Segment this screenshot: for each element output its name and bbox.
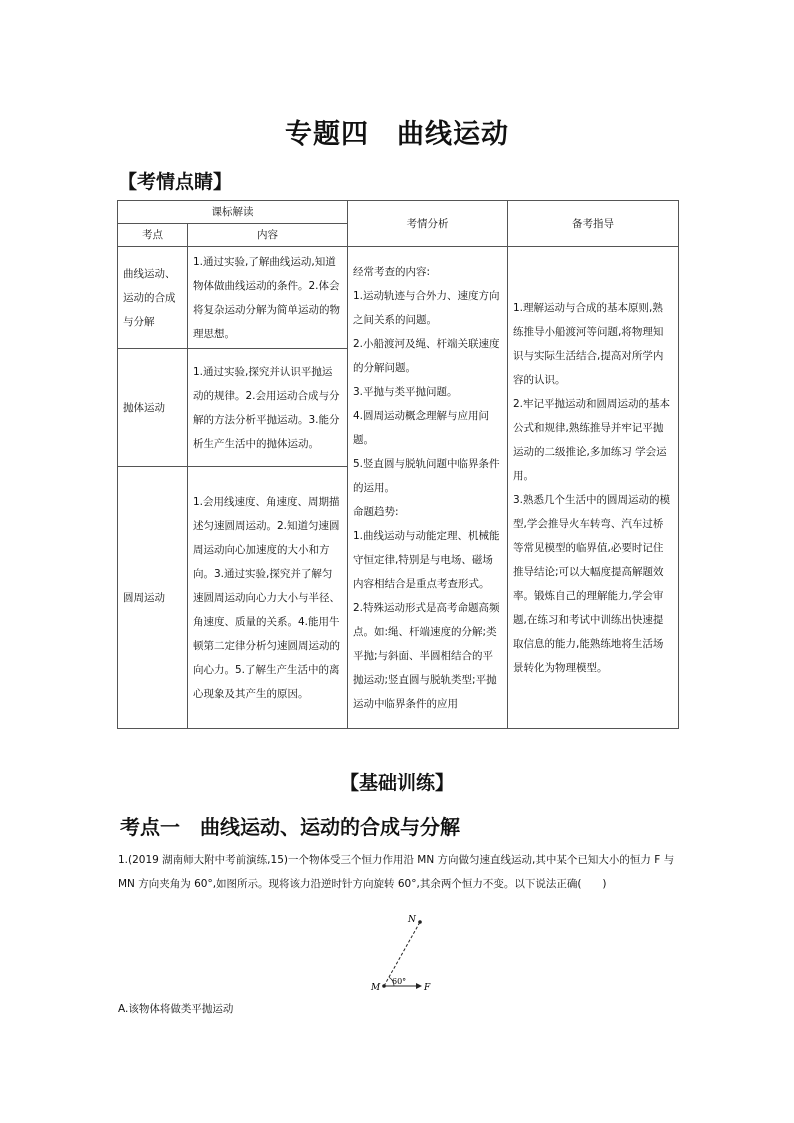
label-f: F — [424, 983, 431, 993]
header-kaoqing: 考情分析 — [348, 201, 508, 247]
content-cell: 1.会用线速度、角速度、周期描述匀速圆周运动。2.知道匀速圆周运动向心加速度的大小和方向。3.通过实验,探究并了解匀速圆周运动向心力大小与半径、角速度、质量的关系。4.能用牛顿第二定律分析匀速圆周运动的向心力。5.了解生产生活中的离心现象及其产生的原因。 — [188, 467, 348, 729]
section-heading-kaoqing: 【考情点睛】 — [118, 171, 233, 193]
header-kaodian: 考点 — [118, 224, 188, 247]
section-heading-jichu: 【基础训练】 — [339, 772, 454, 794]
question-1 — [118, 848, 678, 896]
content-cell: 1.通过实验,了解曲线运动,知道物体做曲线运动的条件。2.体会将复杂运动分解为简单运动的物理思想。 — [188, 247, 348, 349]
topic-cell: 抛体运动 — [118, 349, 188, 467]
option-a: A.该物体将做类平抛运动 — [118, 1003, 234, 1015]
label-n: N — [408, 915, 416, 925]
content-cell: 1.通过实验,探究并认识平抛运动的规律。2.会用运动合成与分解的方法分析平抛运动。3.能分析生产生活中的抛体运动。 — [188, 349, 348, 467]
kaodian-heading: 考点一 曲线运动、运动的合成与分解 — [120, 815, 460, 839]
label-m: M — [371, 983, 381, 993]
table-row — [118, 247, 679, 349]
topic-cell: 圆周运动 — [118, 467, 188, 729]
guidance-cell: 1.理解运动与合成的基本原则,熟练推导小船渡河等问题,将物理知识与实际生活结合,提高对所学内容的认识。 2.牢记平抛运动和圆周运动的基本公式和规律,熟练推导并牢记平抛运动的二级推论,多加练习 学会运用。 3.熟悉几个生活中的圆周运动的模型,学会推导火车转弯、汽车过桥等常见模型的临界值,必要时记住推导结论;可以大幅度提高解题效率。锻炼自己的理解能力,学会审题,在练习和考试中训练出快速提取信息的能力,能熟练地将生活场景转化为物理模型。 — [508, 247, 679, 729]
arrowhead-icon — [416, 983, 422, 989]
header-kebiao: 课标解读 — [118, 201, 348, 224]
topic-cell: 曲线运动、运动的合成与分解 — [118, 247, 188, 349]
question-1-text: 1.(2019 湖南师大附中考前演练,15)一个物体受三个恒力作用沿 MN 方向做匀速直线运动,其中某个已知大小的恒力 F 与 MN 方向夹角为 60°,如图所示。现将该力沿逆时针方向旋转 60°,其余两个恒力不变。以下说法正确( ) — [118, 854, 675, 890]
header-beikao: 备考指导 — [508, 201, 679, 247]
force-diagram — [352, 910, 452, 1002]
angle-label: 60° — [392, 977, 407, 986]
table-header-row — [118, 201, 679, 224]
page-title: 专题四 曲线运动 — [285, 119, 509, 150]
exam-analysis-table — [117, 200, 679, 729]
header-neirong: 内容 — [188, 224, 348, 247]
point-n — [418, 920, 422, 924]
analysis-cell: 经常考查的内容: 1.运动轨迹与合外力、速度方向之间关系的问题。 2.小船渡河及绳、杆端关联速度的分解问题。 3.平抛与类平抛问题。 4.圆周运动概念理解与应用问题。 5.竖直圆与脱轨问题中临界条件的运用。 命题趋势: 1.曲线运动与动能定理、机械能守恒定律,特别是与电场、磁场内容相结合是重点考查形式。 2.特殊运动形式是高考命题高频点。如:绳、杆端速度的分解;类平抛;与斜面、半圆相结合的平抛运动;竖直圆与脱轨类型;平抛运动中临界条件的应用 — [348, 247, 508, 729]
